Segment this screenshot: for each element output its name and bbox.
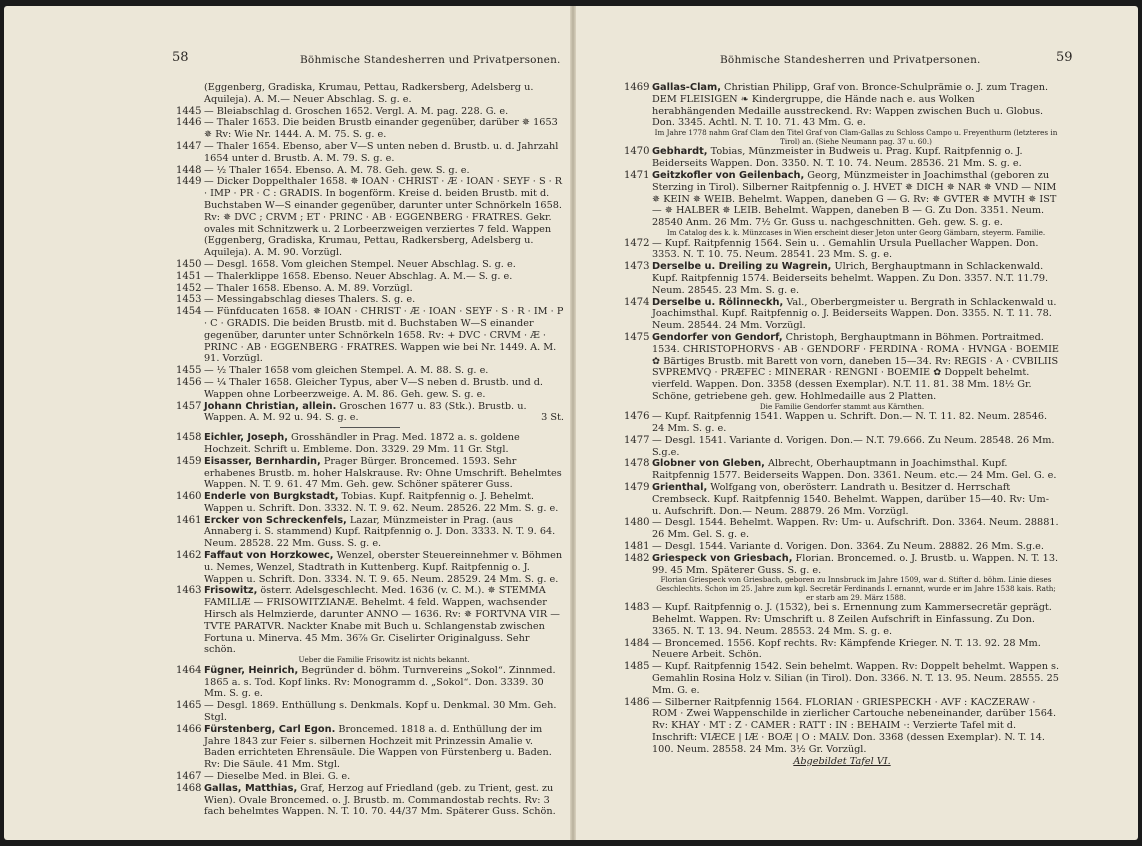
entry-description	[204, 165, 564, 177]
running-head: Böhmische Standesherren und Privatpersonen.	[720, 54, 981, 66]
footnote: Im Catalog des k. k. Münzcases in Wien erscheint dieser Jeton unter Georg Gämbarn, steyerm. Familie.	[666, 227, 1046, 237]
catalog-entry	[176, 165, 564, 177]
catalog-entry	[624, 435, 1060, 459]
catalog-entry	[624, 541, 1060, 553]
entry-description	[652, 170, 1060, 229]
entry-text: — Kupf. Raitpfennig 1542. Sein behelmt. Wappen. Rv: Doppelt behelmt. Wappen s. Gemahlin Rosina Holz v. Silian (in Tirol). Don. 3366. N. T. 13. 95. Neum. 28555. 25 Mm. G. e.	[652, 661, 1060, 696]
entry-text: Prager Bürger. Broncemed. 1593. Sehr erhabenes Brustb. m. hoher Halskrause. Rv: Ohne Umschrift. Behelmtes Wappen. N. T. 9. 61. 47 Mm. Geh. gew. Schöner späterer Guss.	[204, 455, 562, 491]
entry-text: Ulrich, Berghauptmann in Schlackenwald. Kupf. Raitpfennig 1574. Beiderseits behelmt. Wappen. Zu Don. 3357. N.T. 11.79. Neum. 28545. 23 Mm. S. g. e.	[652, 261, 1049, 296]
entry-number: 1463	[176, 585, 202, 597]
entry-number: 1465	[176, 700, 202, 712]
catalog-entry	[176, 724, 564, 771]
entry-description	[652, 638, 1060, 662]
entry-description	[204, 283, 564, 295]
catalog-entry	[624, 553, 1060, 577]
entry-number: 1466	[176, 723, 202, 735]
entry-text: — Messingabschlag dieses Thalers. S. g. e.	[204, 294, 416, 306]
catalog-entry	[176, 82, 564, 106]
entry-description	[652, 661, 1060, 696]
entry-number: 1449	[176, 176, 202, 188]
entry-description	[204, 550, 564, 585]
entry-text: — Thalerklippe 1658. Ebenso. Neuer Abschlag. A. M.— S. g. e.	[204, 270, 513, 282]
entry-number: 1452	[176, 282, 202, 294]
entry-description	[652, 602, 1060, 637]
person-name: Globner von Gleben,	[652, 458, 765, 470]
entry-description	[204, 456, 564, 491]
entry-text: Wenzel, oberster Steuereinnehmer v. Böhmen u. Nemes, Wenzel, Stadtrath in Kuttenberg. Kupf. Raitpfennig o. J. Wappen u. Schrift. Don. 3334. N. T. 9. 65. Neum. 28529. 24 Mm. S. g. e.	[204, 550, 563, 585]
person-name: Frisowitz,	[204, 585, 258, 597]
catalog-entry	[176, 176, 564, 259]
left-page	[4, 6, 570, 840]
catalog-entry	[176, 456, 564, 491]
right-page	[576, 6, 1138, 840]
entry-description	[204, 271, 564, 283]
entry-description	[652, 435, 1060, 459]
entry-text: — Desgl. 1869. Enthüllung s. Denkmals. Kopf u. Denkmal. 30 Mm. Geh. Stgl.	[204, 700, 557, 724]
catalog-entry	[176, 283, 564, 295]
entry-number: 1480	[624, 517, 650, 529]
entry-description	[204, 432, 564, 456]
person-name: Gendorfer von Gendorf,	[652, 331, 783, 343]
entry-description	[204, 491, 564, 515]
catalog-entry	[176, 432, 564, 456]
entry-description	[204, 377, 564, 401]
catalog-entry	[624, 458, 1060, 482]
entry-number: 1469	[624, 82, 650, 93]
catalog-entry	[176, 550, 564, 585]
catalog-entry	[624, 411, 1060, 435]
entry-number: 1459	[176, 455, 202, 467]
book-spread	[4, 6, 1138, 840]
footnote: Die Familie Gendorfer stammt aus Kärnthen.	[759, 401, 925, 411]
catalog-entry	[624, 602, 1060, 637]
entry-text: Tobias, Münzmeister in Budweis u. Prag. Kupf. Raitpfennig o. J. Beiderseits Wappen. Don. 3350. N. T. 10. 74. Neum. 28536. 21 Mm. S. g. e.	[652, 146, 1023, 170]
footnote: Im Jahre 1778 nahm Graf Clam den Titel Graf von Clam-Gallas zu Schloss Campo u. Freyenthurm (letzteres in Tirol) an. (Siehe Neumann pag. 37 u. 60.)	[654, 128, 1058, 146]
catalog-entry	[624, 517, 1060, 541]
person-name: Derselbe u. Rölinneckh,	[652, 296, 784, 308]
entry-number: 1451	[176, 270, 202, 282]
catalog-entry	[176, 259, 564, 271]
entry-number: 1462	[176, 550, 202, 562]
person-name: Eichler, Joseph,	[204, 432, 288, 444]
entry-description	[204, 306, 564, 365]
catalog-entry	[176, 585, 564, 656]
catalog-entry	[624, 261, 1060, 296]
entry-text: Graf, Herzog auf Friedland (geb. zu Trient, gest. zu Wien). Ovale Broncemed. o. J. Brustb. m. Commandostab rechts. Rv: 3 fach behelmtes Wappen. N. T. 10. 70. 44/37 Mm. Späterer Guss. Schön.	[204, 782, 556, 818]
entry-description	[204, 515, 564, 550]
entry-number: 1483	[624, 602, 650, 614]
entry-number: 1482	[624, 552, 650, 564]
entry-number: 1468	[176, 782, 202, 794]
entry-text: österr. Adelsgeschlecht. Med. 1636 (v. C. M.). ✵ STEMMA FAMILIÆ — FRISOWITZIANÆ. Behelmt. 4 feld. Wappen, wachsender Hirsch als Helmzierde, darunter ANNO — 1636. Rv: ✵ FORTVNA VIR — TVTE PARATVR. Nackter Knabe mit Buch u. Schlangenstab zwischen Fortuna u. Minerva. 45 Mm. 36⅞ Gr. Ciselirter Originalguss. Sehr schön.	[204, 585, 560, 656]
section-divider	[340, 427, 400, 428]
entry-description	[652, 238, 1060, 262]
entry-text: Grosshändler in Prag. Med. 1872 a. s. goldene Hochzeit. Schrift u. Embleme. Don. 3329. 29 Mm. 11 Gr. Stgl.	[204, 432, 520, 455]
entry-text: Lazar, Münzmeister in Prag. (aus Annaberg i. S. stammend) Kupf. Raitpfennig o. J. Don. 3333. N. T. 9. 64. Neum. 28528. 22 Mm. Guss. S. g. e.	[204, 514, 556, 550]
person-name: Eisasser, Bernhardin,	[204, 455, 321, 467]
entry-text: Florian. Broncemed. o. J. Brustb. u. Wappen. N. T. 13. 99. 45 Mm. Späterer Guss. S. g. e.	[652, 552, 1059, 576]
entry-text: — Silberner Raitpfennig 1564. FLORIAN · GRIESPECKH · AVF : KACZERAW · ROM · Zwei Wappenschilde in zierlicher Cartouche nebeneinander, darüber 1564. Rv: KHAY · MT : Z · CAMER : RATT : IN : BEHAIM ·: Verzierte Tafel mit d. Inschrift: VIÆCE | IÆ · BOÆ | O : MALV. Don. 3368 (dessen Exemplar). N. T. 14. 100. Neum. 28558. 24 Mm. 3½ Gr. Vorzügl.	[652, 696, 1057, 755]
person-name: Gebhardt,	[652, 146, 708, 158]
catalog-entry	[624, 638, 1060, 662]
catalog-entry	[176, 771, 564, 783]
person-name: Grienthal,	[652, 482, 708, 494]
entry-number: 1457	[176, 400, 202, 412]
catalog-entry	[624, 332, 1060, 403]
entry-description	[204, 141, 564, 165]
entry-number: 1461	[176, 514, 202, 526]
entry-description	[652, 482, 1060, 517]
entry-description	[204, 665, 564, 700]
catalog-entry	[176, 141, 564, 165]
catalog-entry	[176, 700, 564, 724]
entry-number: 1476	[624, 411, 650, 423]
catalog-entry	[176, 515, 564, 550]
entry-number: 1453	[176, 294, 202, 306]
catalog-entry	[624, 297, 1060, 332]
running-head: Böhmische Standesherren und Privatpersonen.	[300, 54, 561, 66]
entry-description	[652, 332, 1060, 403]
entry-text: — Thaler 1654. Ebenso, aber V—S unten neben d. Brustb. u. d. Jahrzahl 1654 unter d. Brustb. A. M. 79. S. g. e.	[204, 140, 559, 164]
entry-number	[176, 82, 204, 106]
entry-text: — Thaler 1653. Die beiden Brustb einander gegenüber, darüber ✵ 1653 ✵ Rv: Wie Nr. 1444. A. M. 75. S. g. e.	[204, 117, 558, 141]
entry-number: 1456	[176, 376, 202, 388]
catalog-entry	[176, 665, 564, 700]
entry-number: 1471	[624, 169, 650, 181]
catalog-entry	[624, 661, 1060, 696]
catalog-entry	[176, 783, 564, 818]
entry-text: — ½ Thaler 1658 vom gleichen Stempel. A. M. 88. S. g. e.	[204, 365, 489, 377]
catalog-entry	[624, 146, 1060, 170]
entry-text: — Dicker Doppelthaler 1658. ✵ IOAN · CHRIST · Æ · IOAN · SEYF · S · R · IMP · PR · C : GRADIS. In bogenförm. Kreise d. beiden Brustb. mit d. Buchstaben W—S einander gegenüber, darunter unter Schnörkeln 1658. Rv: ✵ DVC ; CRVM ; ET · PRINC · AB · EGGENBERG · FRATRES. Gekr. ovales mit Schnitzwerk u. 2 Lorbeerzweigen verziertes 7 feld. Wappen (Eggenberg, Gradiska, Krumau, Pettau, Radkersberg, Adelsberg u. Aquileja). A. M. 90. Vorzügl.	[204, 176, 563, 259]
entry-description	[204, 82, 564, 106]
entry-number: 1467	[176, 771, 202, 783]
entry-description	[204, 117, 564, 141]
entry-text: — ½ Thaler 1654. Ebenso. A. M. 78. Geh. gew. S. g. e.	[204, 164, 470, 176]
figure-reference: Abgebildet Tafel VI.	[793, 755, 891, 767]
person-name: Gallas, Matthias,	[204, 782, 298, 794]
catalog-entry	[176, 106, 564, 118]
entry-description	[652, 297, 1060, 332]
entry-text: — Kupf. Raitpfennig 1541. Wappen u. Schrift. Don.— N. T. 11. 82. Neum. 28546. 24 Mm. S. g. e.	[652, 411, 1048, 435]
entry-number: 1447	[176, 140, 202, 152]
person-name: Geitzkofler von Geilenbach,	[652, 169, 805, 181]
entry-description	[204, 365, 564, 377]
entry-number: 1460	[176, 491, 202, 503]
person-name: Fürstenberg, Carl Egon.	[204, 723, 336, 735]
entry-description	[652, 541, 1060, 553]
person-name: Derselbe u. Dreiling zu Wagrein,	[652, 261, 832, 273]
entry-text: Albrecht, Oberhauptmann in Joachimsthal. Kupf. Raitpfennig 1577. Beiderseits Wappen. Don. 3361. Neum. etc.— 24 Mm. Gel. G. e.	[652, 458, 1057, 482]
entry-number: 1485	[624, 661, 650, 673]
entry-description	[652, 82, 1060, 129]
person-name: Griespeck von Griesbach,	[652, 552, 793, 564]
catalog-column	[176, 82, 564, 818]
catalog-column	[624, 82, 1060, 767]
entry-number: 1473	[624, 261, 650, 273]
entry-number: 1472	[624, 237, 650, 249]
entry-number: 1454	[176, 306, 202, 318]
entry-description	[652, 261, 1060, 296]
entry-description	[204, 585, 564, 656]
entry-number: 1479	[624, 482, 650, 494]
entry-description	[204, 401, 564, 425]
entry-text: — Desgl. 1544. Behelmt. Wappen. Rv: Um- u. Aufschrift. Don. 3364. Neum. 28881. 26 Mm. Gel. S. g. e.	[652, 517, 1059, 541]
entry-text: — Thaler 1658. Ebenso. A. M. 89. Vorzügl.	[204, 282, 413, 294]
person-name: Ercker von Schreckenfels,	[204, 514, 347, 526]
catalog-entry	[624, 482, 1060, 517]
entry-text: Wolfgang von, oberösterr. Landrath u. Besitzer d. Herrschaft Crembseck. Kupf. Raitpfennig 1540. Behelmt. Wappen, darüber 15—40. Rv: Um- u. Aufschrift. Don.— Neum. 28879. 26 Mm. Vorzügl.	[652, 482, 1049, 517]
entry-number: 1486	[624, 696, 650, 708]
person-name: Gallas-Clam,	[652, 82, 721, 93]
catalog-entry	[624, 697, 1060, 756]
entry-number: 1448	[176, 164, 202, 176]
entry-description	[204, 700, 564, 724]
entry-number: 1478	[624, 458, 650, 470]
entry-description	[204, 783, 564, 818]
entry-description	[204, 106, 564, 118]
entry-text: — ¼ Thaler 1658. Gleicher Typus, aber V—S neben d. Brustb. und d. Wappen ohne Lorbeerzweige. A. M. 86. Geh. gew. S. g. e.	[204, 376, 544, 400]
entry-description	[652, 458, 1060, 482]
entry-number: 1474	[624, 296, 650, 308]
person-name: Fügner, Heinrich,	[204, 664, 299, 676]
catalog-entry	[176, 401, 564, 425]
entry-text: Christian Philipp, Graf von. Bronce-Schulprämie o. J. zum Tragen. DEM FLEISIGEN ❧ Kindergruppe, die Hände nach e. aus Wolken herabhängenden Medaille ausstreckend. Rv: Wappen zwischen Buch u. Globus. Don. 3345. Achtl. N. T. 10. 71. 43 Mm. G. e.	[652, 82, 1049, 129]
entry-text: — Desgl. 1658. Vom gleichen Stempel. Neuer Abschlag. S. g. e.	[204, 258, 516, 270]
entry-number: 1455	[176, 365, 202, 377]
entry-number: 1477	[624, 434, 650, 446]
entry-text: Begründer d. böhm. Turnvereins „Sokol“. Zinnmed. 1865 a. s. Tod. Kopf links. Rv: Monogramm d. „Sokol“. Don. 3339. 30 Mm. S. g. e.	[204, 664, 556, 700]
entry-description	[204, 294, 564, 306]
catalog-entry	[176, 306, 564, 365]
entry-text: — Desgl. 1544. Variante d. Vorigen. Don. 3364. Zu Neum. 28882. 26 Mm. S.g.e.	[652, 541, 1044, 553]
entry-text: Georg, Münzmeister in Joachimsthal (geboren zu Sterzing in Tirol). Silberner Raitpfennig o. J. HVET ✵ DICH ✵ NAR ✵ VND — NIM ✵ KEIN ✵ WEIB. Behelmt. Wappen, daneben G — G. Rv: ✵ GVTER ✵ MVTH ✵ IST — ✵ HALBER ✵ LEIB. Behelmt. Wappen, daneben B — G. Zu Don. 3351. Neum. 28540 Anm. 26 Mm. 7½ Gr. Guss u. nachgeschnitten. Geh. gew. S. g. e.	[652, 169, 1057, 229]
entry-number: 1484	[624, 637, 650, 649]
piece-count: 3 St.	[541, 412, 564, 424]
person-name: Enderle von Burgkstadt,	[204, 491, 339, 503]
entry-number: 1464	[176, 664, 202, 676]
entry-text: Val., Oberbergmeister u. Bergrath in Schlackenwald u. Joachimsthal. Kupf. Raitpfennig o. J. Beiderseits Wappen. Don. 3355. N. T. 11. 78. Neum. 28544. 24 Mm. Vorzügl.	[652, 296, 1057, 332]
entry-description	[204, 724, 564, 771]
entry-description	[204, 176, 564, 259]
entry-text: — Desgl. 1541. Variante d. Vorigen. Don.— N.T. 79.666. Zu Neum. 28548. 26 Mm. S.g.e.	[652, 434, 1055, 458]
entry-text: Christoph, Berghauptmann in Böhmen. Portraitmed. 1534. CHRISTOPHORVS · AB · GENDORF · FERDINA · ROMA · HVNGA · BOEMIE ✿ Bärtiges Brustb. mit Barett von vorn, daneben 15—34. Rv: REGIS · A · CVBILIIS SVPREMVQ · PRÆFEC : MINERAR · RENGNI · BOEMIE ✿ Doppelt behelmt. vierfeld. Wappen. Don. 3358 (dessen Exemplar). N.T. 11. 81. 38 Mm. 18½ Gr. Schöne, getriebene geh. gew. Hohlmedaille aus 2 Platten.	[652, 331, 1059, 402]
entry-text: — Fünfducaten 1658. ✵ IOAN · CHRIST · Æ · IOAN · SEYF · S · R · IM · P · C · GRADIS. Die beiden Brustb. mit d. Buchstaben W—S einander gegenüber, darunter unter Schnörkeln 1658. Rv: + DVC · CRVM · Æ · PRINC · AB · EGGENBERG · FRATRES. Wappen wie bei Nr. 1449. A. M. 91. Vorzügl.	[204, 306, 564, 365]
catalog-entry	[176, 271, 564, 283]
entry-number: 1445	[176, 105, 202, 117]
entry-number: 1470	[624, 146, 650, 158]
catalog-entry	[624, 238, 1060, 262]
entry-description	[652, 146, 1060, 170]
catalog-entry	[624, 170, 1060, 229]
catalog-entry	[176, 377, 564, 401]
entry-description	[204, 259, 564, 271]
entry-number: 1475	[624, 331, 650, 343]
entry-number: 1458	[176, 432, 202, 444]
catalog-entry	[624, 82, 1060, 129]
entry-text: — Dieselbe Med. in Blei. G. e.	[204, 771, 351, 783]
person-name: Johann Christian, allein.	[204, 400, 337, 412]
person-name: Faffaut von Horzkowec,	[204, 550, 334, 562]
entry-description	[652, 411, 1060, 435]
entry-number: 1446	[176, 117, 202, 129]
catalog-entry	[176, 117, 564, 141]
entry-text: — Kupf. Raitpfennig 1564. Sein u. . Gemahlin Ursula Puellacher Wappen. Don. 3353. N. T. 10. 75. Neum. 28541. 23 Mm. S. g. e.	[652, 237, 1039, 261]
entry-description	[652, 517, 1060, 541]
footnote: Florian Griespeck von Griesbach, geboren zu Innsbruck im Jahre 1509, war d. Stifter d. böhm. Linie dieses Geschlechts. Schon im 25. Jahre zum kgl. Secretär Ferdinands I. ernannt, wurde er im Jahre 1538 kais. Rath; er starb am 29. März 1588.	[656, 575, 1056, 602]
entry-description	[204, 771, 564, 783]
page-number: 59	[1056, 50, 1073, 65]
entry-text: — Broncemed. 1556. Kopf rechts. Rv: Kämpfende Krieger. N. T. 13. 92. 28 Mm. Neuere Arbeit. Schön.	[652, 637, 1041, 661]
entry-text: — Bleiabschlag d. Groschen 1652. Vergl. A. M. pag. 228. G. e.	[204, 105, 509, 117]
entry-text: Broncemed. 1818 a. d. Enthüllung der im Jahre 1843 zur Feier s. silbernen Hochzeit mit Prinzessin Amalie v. Baden errichteten Ehrensäule. Die Wappen von Fürstenberg u. Baden. Rv: Die Säule. 41 Mm. Stgl.	[204, 723, 552, 771]
entry-description	[652, 553, 1060, 577]
catalog-entry	[176, 491, 564, 515]
entry-text: Tobias. Kupf. Raitpfennig o. J. Behelmt. Wappen u. Schrift. Don. 3332. N. T. 9. 62. Neum. 28526. 22 Mm. S. g. e.	[204, 491, 559, 514]
entry-number: 1481	[624, 541, 650, 553]
footnote: Ueber die Familie Frisowitz ist nichts bekannt.	[298, 655, 470, 665]
entry-description	[652, 697, 1060, 756]
page-number: 58	[172, 50, 189, 65]
catalog-entry	[176, 294, 564, 306]
catalog-entry	[176, 365, 564, 377]
entry-text: (Eggenberg, Gradiska, Krumau, Pettau, Radkersberg, Adelsberg u. Aquileja). A. M.— Neuer Abschlag. S. g. e.	[204, 82, 534, 105]
entry-text: Groschen 1677 u. 83 (Stk.). Brustb. u. Wappen. A. M. 92 u. 94. S. g. e.	[204, 400, 527, 424]
entry-number: 1450	[176, 258, 202, 270]
entry-text: — Kupf. Raitpfennig o. J. (1532), bei s. Ernennung zum Kammersecretär geprägt. Behelmt. Wappen. Rv: Umschrift u. 8 Zeilen Aufschrift in Einfassung. Zu Don. 3365. N. T. 13. 94. Neum. 28553. 24 Mm. S. g. e.	[652, 602, 1052, 637]
